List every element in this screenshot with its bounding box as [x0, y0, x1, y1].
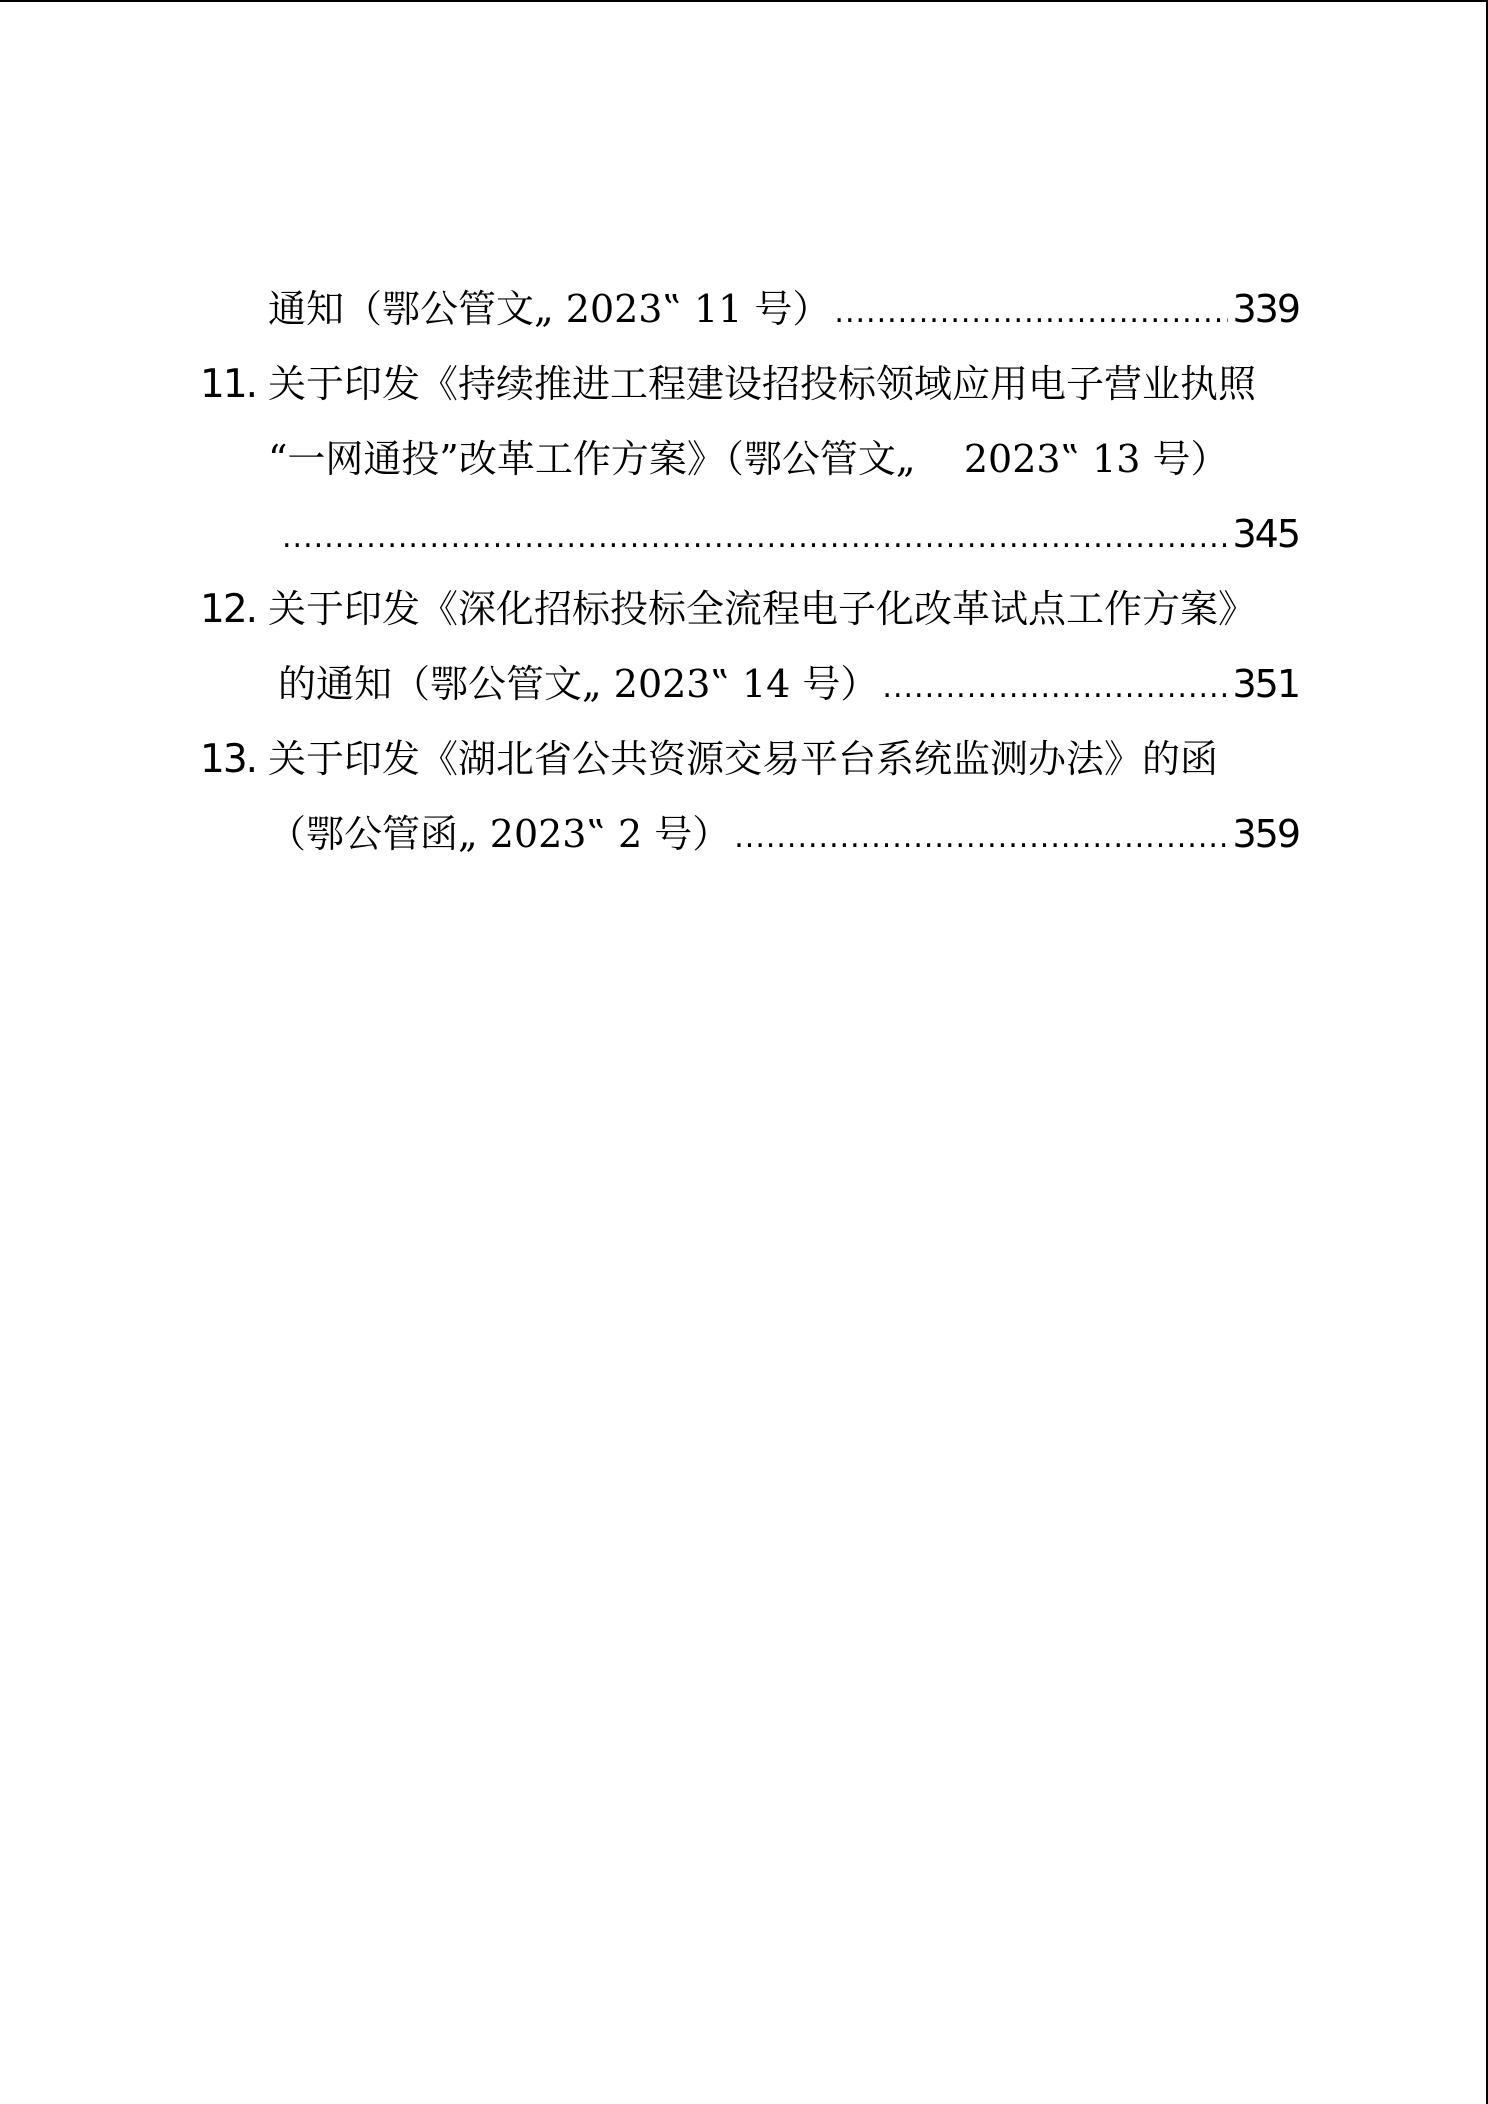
toc-line	[0, 722, 1488, 797]
toc-entry-text: 关于印发《湖北省公共资源交易平台系统监测办法》的函	[268, 737, 1219, 781]
toc-entry-10-continuation[interactable]	[268, 272, 1299, 350]
toc-line	[0, 497, 1488, 572]
toc-entry-12-continuation[interactable]	[278, 647, 1299, 725]
table-of-contents	[0, 272, 1488, 872]
toc-entry-text: 关于印发《深化招标投标全流程电子化改革试点工作方案》	[268, 587, 1257, 631]
toc-entry-number: 13.	[200, 737, 257, 782]
toc-line	[0, 347, 1488, 422]
dot-leader	[734, 800, 1228, 875]
toc-line	[0, 797, 1488, 872]
toc-entry-11-continuation[interactable]	[268, 422, 1299, 497]
toc-entry-13[interactable]	[268, 722, 1299, 797]
toc-entry-text: 通知（鄂公管文„ 2023‟ 11 号）	[268, 287, 831, 331]
dot-leader	[282, 500, 1228, 575]
toc-entry-text: 关于印发《持续推进工程建设招投标领域应用电子营业执照	[268, 362, 1257, 406]
toc-entry-text: （鄂公管函„ 2023‟ 2 号）	[268, 812, 731, 856]
toc-line	[0, 272, 1488, 347]
toc-page-number: 359	[1232, 812, 1299, 856]
toc-line	[0, 647, 1488, 722]
toc-entry-number: 12.	[200, 587, 257, 632]
dot-leader	[882, 650, 1228, 725]
toc-entry-number: 11.	[200, 362, 257, 407]
toc-line	[0, 422, 1488, 497]
toc-page-number: 345	[1232, 512, 1299, 556]
toc-entry-11[interactable]	[268, 347, 1299, 422]
toc-line	[0, 572, 1488, 647]
toc-entry-13-continuation[interactable]	[268, 797, 1299, 875]
toc-entry-12[interactable]	[268, 572, 1299, 647]
toc-page-number: 351	[1232, 662, 1299, 706]
toc-entry-text: “一网通投”改革工作方案》（鄂公管文„ 2023‟ 13 号）	[268, 437, 1229, 481]
toc-entry-11-page-line[interactable]	[278, 497, 1299, 575]
toc-entry-text: 的通知（鄂公管文„ 2023‟ 14 号）	[278, 662, 879, 706]
dot-leader	[834, 275, 1228, 350]
toc-page-number: 339	[1232, 287, 1299, 331]
